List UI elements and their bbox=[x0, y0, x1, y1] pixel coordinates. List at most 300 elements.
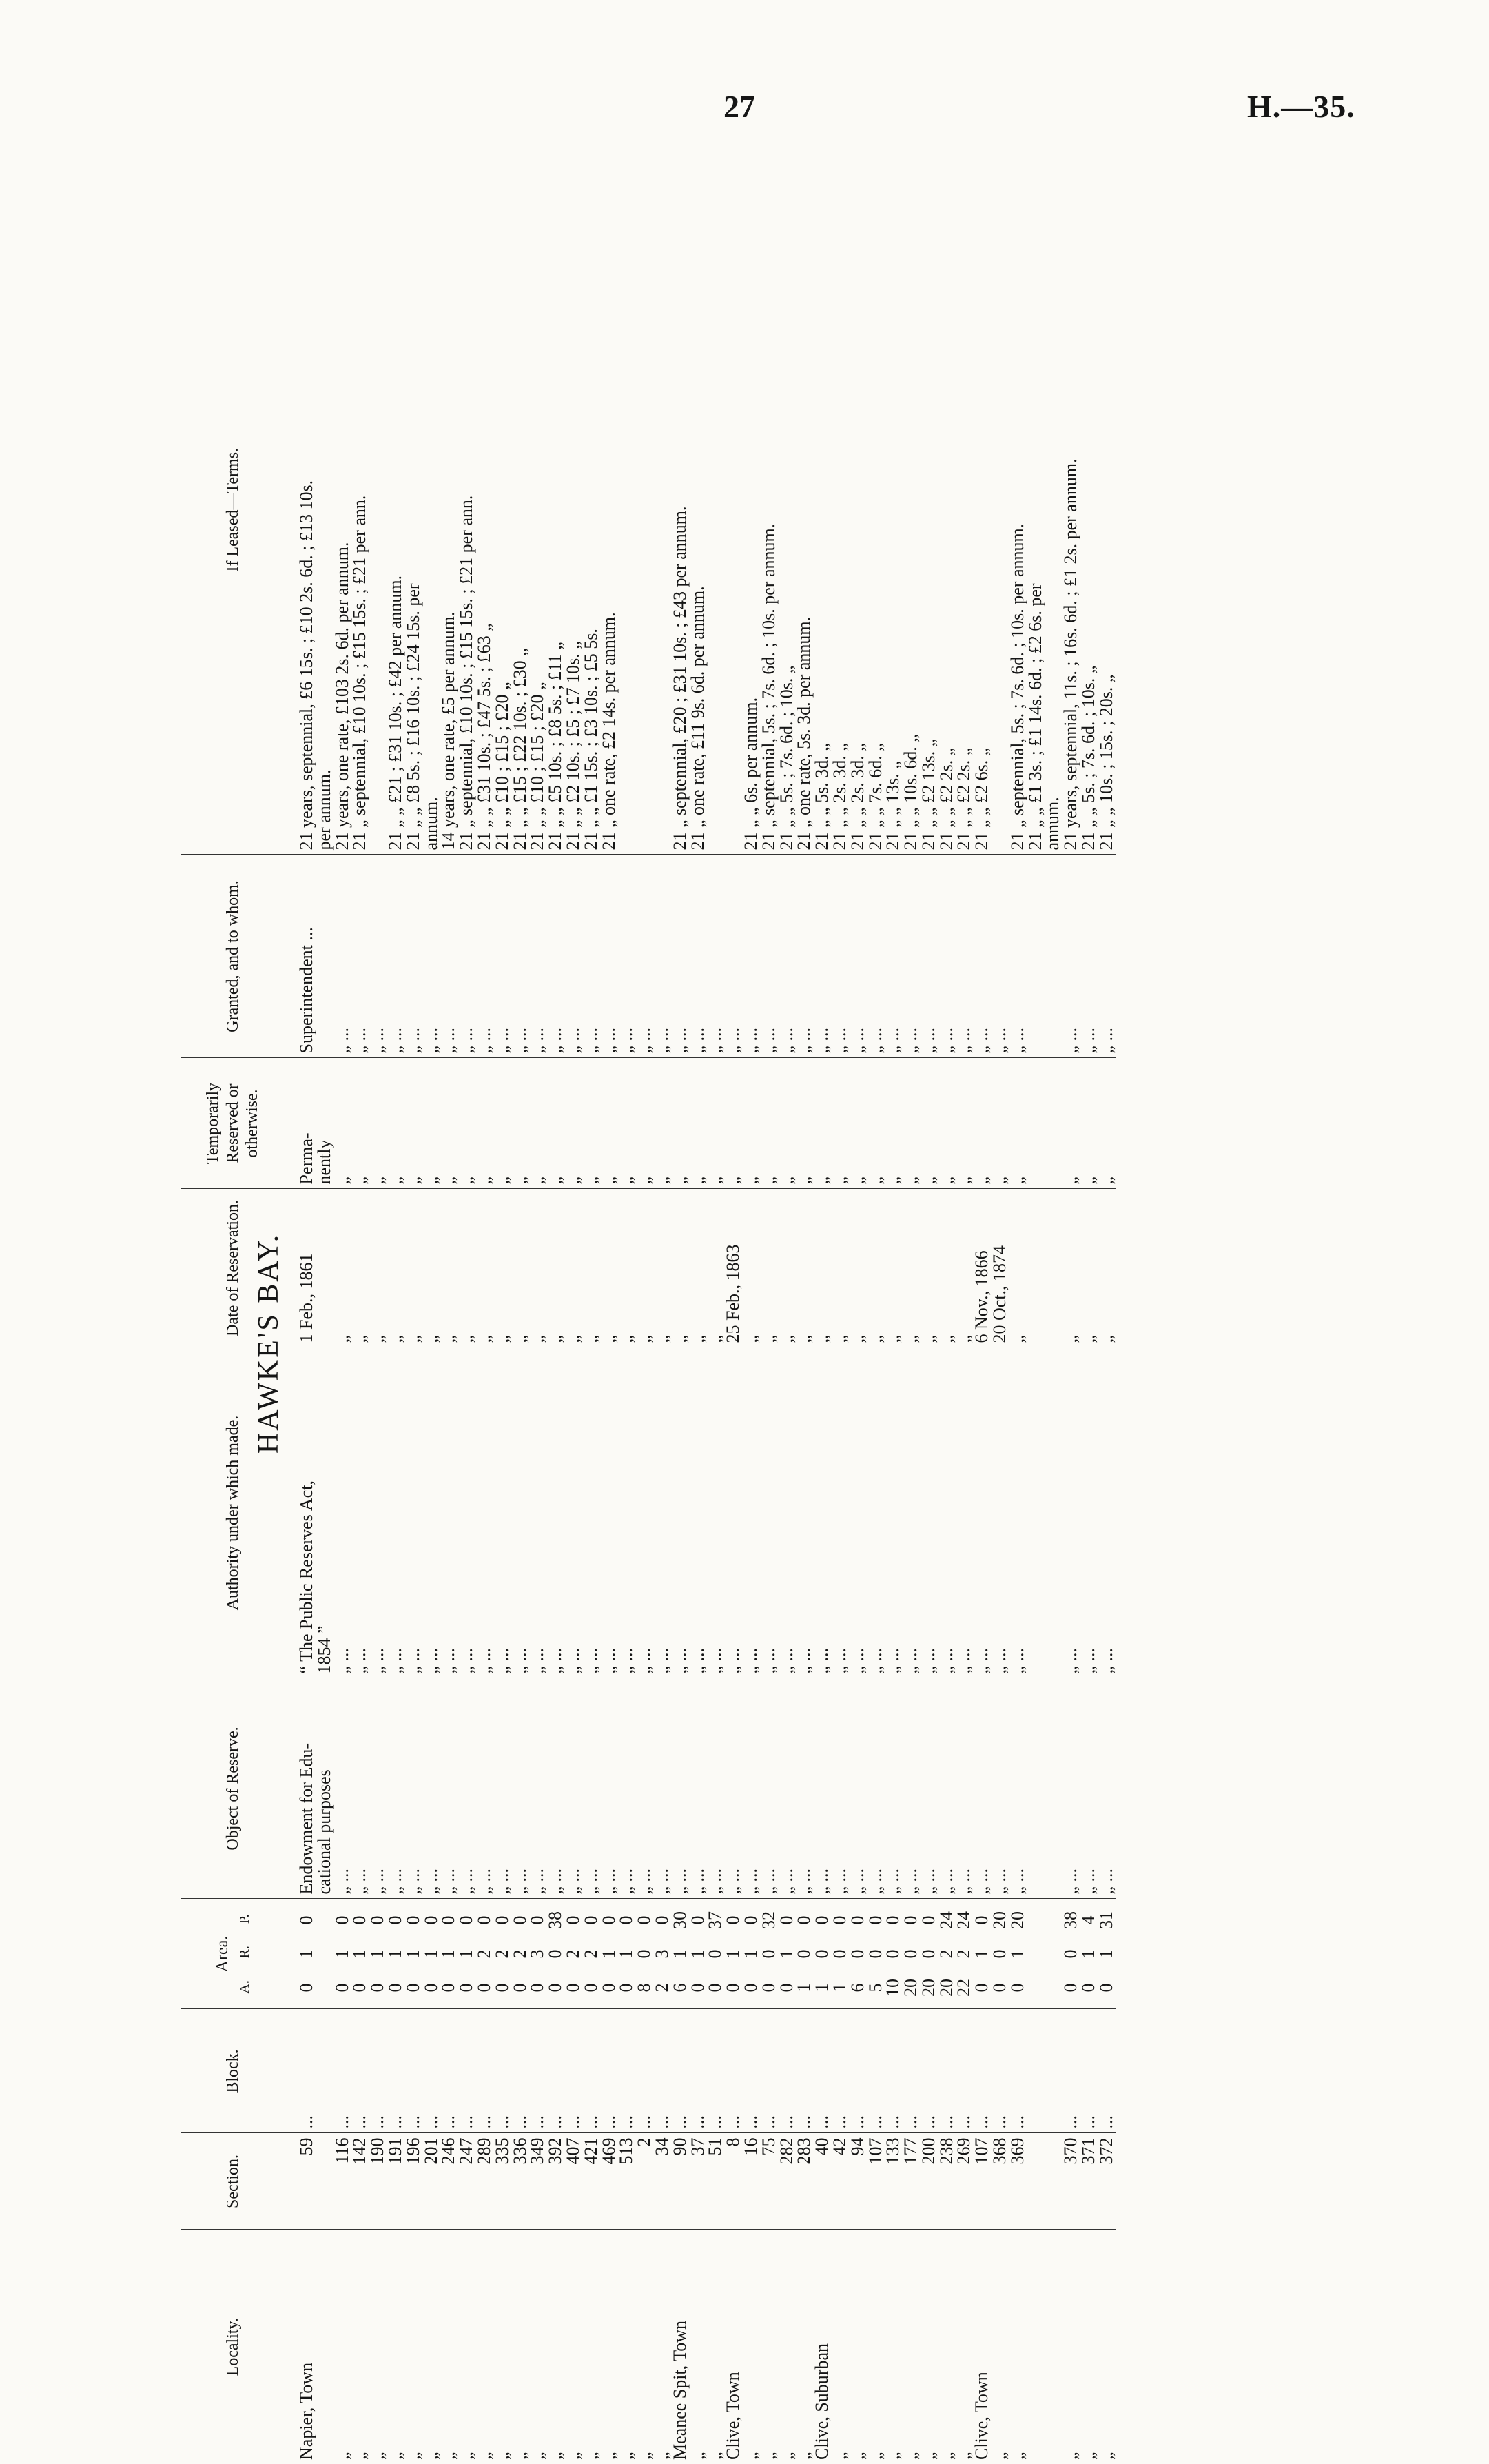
cell-date: „ bbox=[795, 1189, 813, 1347]
area-perches: 0 bbox=[473, 1915, 494, 1925]
cell-date: „ bbox=[546, 1189, 564, 1347]
cell-block: ... bbox=[706, 2009, 724, 2133]
cell-locality: „ bbox=[705, 2452, 726, 2460]
cell-locality: „ bbox=[456, 2452, 477, 2460]
cell-locality: „ bbox=[1078, 2452, 1099, 2460]
cell-authority bbox=[1027, 1347, 1045, 1678]
cell-area bbox=[458, 1899, 475, 2009]
cell-temporary: „ bbox=[1080, 1058, 1098, 1189]
area-roods: 1 bbox=[349, 1949, 370, 1959]
cell-authority: „ ... bbox=[813, 1347, 831, 1678]
area-roods: 1 bbox=[384, 1949, 405, 1959]
area-perches: 0 bbox=[509, 1915, 530, 1925]
cell-locality: „ bbox=[865, 2452, 885, 2460]
table-row bbox=[795, 165, 813, 2464]
cell-locality: „ bbox=[598, 2452, 619, 2460]
cell-object: „ ... bbox=[387, 1678, 404, 1899]
page-title: HAWKE'S BAY. bbox=[253, 1232, 285, 1454]
cell-locality: Clive, Town bbox=[972, 2372, 992, 2460]
cell-authority: „ ... bbox=[955, 1347, 973, 1678]
header-date: Date of Reservation. bbox=[181, 1189, 285, 1347]
cell-locality: „ bbox=[1007, 2452, 1027, 2460]
cell-locality: „ bbox=[438, 2452, 459, 2460]
cell-locality: „ bbox=[634, 2452, 655, 2460]
cell-block bbox=[1044, 2009, 1062, 2133]
cell-locality: „ bbox=[1098, 2230, 1116, 2464]
area-perches: 0 bbox=[829, 1915, 850, 1925]
cell-section: 196 bbox=[404, 2133, 422, 2230]
cell-area bbox=[902, 1899, 920, 2009]
area-acres: 0 bbox=[1060, 1983, 1081, 1993]
cell-date: 1 Feb., 1861 bbox=[298, 1189, 316, 1347]
cell-object: „ ... bbox=[528, 1678, 546, 1899]
cell-locality: „ bbox=[989, 2452, 1010, 2460]
cell-date: „ bbox=[938, 1189, 956, 1347]
cell-lease-terms: 21 „ „ £2 6s. „ bbox=[973, 165, 991, 855]
table-row bbox=[564, 165, 582, 2464]
cell-lease-terms: 21 „ „ £2 2s. „ bbox=[938, 165, 956, 855]
cell-granted: „ ... bbox=[1080, 855, 1098, 1058]
area-perches: 0 bbox=[456, 1915, 477, 1925]
table-row bbox=[813, 165, 831, 2464]
cell-temporary bbox=[1044, 1058, 1062, 1189]
area-acres: 0 bbox=[705, 1983, 726, 1993]
cell-temporary: „ bbox=[689, 1058, 707, 1189]
cell-lease-terms bbox=[653, 165, 671, 855]
table-row bbox=[1098, 165, 1116, 2464]
cell-section: 513 bbox=[617, 2133, 635, 2230]
cell-area bbox=[635, 1899, 653, 2009]
area-roods: 0 bbox=[901, 1949, 921, 1959]
cell-date: „ bbox=[600, 1189, 618, 1347]
cell-section: 2 bbox=[635, 2133, 653, 2230]
cell-date: „ bbox=[582, 1189, 600, 1347]
area-acres: 0 bbox=[456, 1983, 477, 1993]
cell-area bbox=[440, 1899, 458, 2009]
cell-date: „ bbox=[475, 1189, 493, 1347]
table-row bbox=[1027, 165, 1045, 2464]
cell-temporary: „ bbox=[493, 1058, 511, 1189]
area-roods: 2 bbox=[509, 1949, 530, 1959]
cell-date: „ bbox=[1098, 1189, 1116, 1347]
cell-section: 94 bbox=[849, 2133, 867, 2230]
area-acres: 0 bbox=[545, 1983, 566, 1993]
cell-lease-terms: 21 „ „ £1 3s. ; £1 14s. 6d. ; £2 6s. per bbox=[1027, 165, 1045, 855]
cell-temporary: „ bbox=[475, 1058, 493, 1189]
cell-locality: „ bbox=[491, 2452, 512, 2460]
cell-lease-terms: 21 „ „ £15 ; £22 10s. ; £30 „ bbox=[511, 165, 529, 855]
cell-object: „ ... bbox=[351, 1678, 369, 1899]
cell-granted: „ ... bbox=[1009, 855, 1027, 1058]
cell-object: „ ... bbox=[546, 1678, 564, 1899]
cell-date: „ bbox=[760, 1189, 778, 1347]
header-area-acres: A. bbox=[237, 1980, 253, 1994]
cell-date: „ bbox=[884, 1189, 902, 1347]
cell-temporary: „ bbox=[617, 1058, 635, 1189]
cell-block: ... bbox=[955, 2009, 973, 2133]
area-roods: 1 bbox=[1007, 1949, 1027, 1959]
cell-date: 25 Feb., 1863 bbox=[724, 1189, 742, 1347]
cell-object: „ ... bbox=[582, 1678, 600, 1899]
cell-object: „ ... bbox=[813, 1678, 831, 1899]
cell-temporary: „ bbox=[440, 1058, 458, 1189]
cell-granted: „ ... bbox=[369, 855, 387, 1058]
area-acres: 6 bbox=[847, 1983, 867, 1993]
cell-section: 238 bbox=[938, 2133, 956, 2230]
cell-lease-terms: 21 „ „ £2 10s. ; £5 ; £7 10s. „ bbox=[564, 165, 582, 855]
cell-object: „ ... bbox=[795, 1678, 813, 1899]
cell-temporary: „ bbox=[564, 1058, 582, 1189]
cell-area bbox=[849, 1899, 867, 2009]
area-roods: 3 bbox=[527, 1949, 548, 1959]
cell-locality: Clive, Town bbox=[723, 2372, 743, 2460]
cell-area bbox=[795, 1899, 813, 2009]
cell-section: 407 bbox=[564, 2133, 582, 2230]
cell-block bbox=[316, 2009, 333, 2133]
cell-area bbox=[422, 1899, 440, 2009]
cell-block: ... bbox=[1009, 2009, 1027, 2133]
cell-temporary: „ bbox=[511, 1058, 529, 1189]
area-perches: 38 bbox=[545, 1911, 566, 1929]
header-lease-terms: If Leased—Terms. bbox=[181, 165, 285, 855]
cell-lease-terms: 21 „ one rate, 5s. 3d. per annum. bbox=[795, 165, 813, 855]
cell-date: „ bbox=[440, 1189, 458, 1347]
table-row bbox=[671, 165, 689, 2464]
table-row bbox=[582, 165, 600, 2464]
area-acres: 0 bbox=[580, 1983, 601, 1993]
area-acres: 0 bbox=[723, 1983, 743, 1993]
cell-locality: „ bbox=[794, 2452, 814, 2460]
cell-temporary: „ bbox=[600, 1058, 618, 1189]
cell-authority: „ ... bbox=[706, 1347, 724, 1678]
cell-section: 349 bbox=[528, 2133, 546, 2230]
area-roods: 1 bbox=[776, 1949, 797, 1959]
cell-locality: „ bbox=[758, 2452, 779, 2460]
cell-lease-terms: 21 „ septennial, 5s. ; 7s. 6d. ; 10s. per annum. bbox=[760, 165, 778, 855]
cell-object: „ ... bbox=[475, 1678, 493, 1899]
area-acres: 0 bbox=[473, 1983, 494, 1993]
area-perches: 31 bbox=[1096, 1911, 1116, 1929]
cell-locality: „ bbox=[776, 2452, 797, 2460]
cell-granted bbox=[1027, 855, 1045, 1058]
area-roods: 1 bbox=[296, 1949, 316, 1959]
cell-block: ... bbox=[404, 2009, 422, 2133]
table-row bbox=[778, 165, 796, 2464]
cell-authority: „ ... bbox=[778, 1347, 796, 1678]
cell-section: 246 bbox=[440, 2133, 458, 2230]
area-roods: 1 bbox=[669, 1949, 690, 1959]
area-roods: 2 bbox=[936, 1949, 956, 1959]
cell-date: „ bbox=[671, 1189, 689, 1347]
cell-block: ... bbox=[760, 2009, 778, 2133]
cell-date: „ bbox=[955, 1189, 973, 1347]
cell-locality: „ bbox=[883, 2452, 903, 2460]
cell-date: „ bbox=[1080, 1189, 1098, 1347]
cell-object: „ ... bbox=[902, 1678, 920, 1899]
cell-lease-terms: 21 „ „ 5s. 3d. „ bbox=[813, 165, 831, 855]
table-row bbox=[902, 165, 920, 2464]
cell-authority: „ ... bbox=[493, 1347, 511, 1678]
area-acres: 0 bbox=[598, 1983, 619, 1993]
area-acres: 10 bbox=[883, 1979, 903, 1997]
area-perches: 37 bbox=[705, 1911, 726, 1929]
cell-granted: „ ... bbox=[440, 855, 458, 1058]
area-roods: 0 bbox=[918, 1949, 938, 1959]
table-row bbox=[884, 165, 902, 2464]
table-row bbox=[475, 165, 493, 2464]
area-perches: 30 bbox=[669, 1911, 690, 1929]
cell-area bbox=[546, 1899, 564, 2009]
cell-section: 37 bbox=[689, 2133, 707, 2230]
cell-lease-terms bbox=[617, 165, 635, 855]
header-block: Block. bbox=[181, 2009, 285, 2133]
cell-lease-terms bbox=[635, 165, 653, 855]
table-body bbox=[285, 165, 1116, 2464]
cell-block: ... bbox=[351, 2009, 369, 2133]
cell-authority: „ ... bbox=[671, 1347, 689, 1678]
cell-authority: „ ... bbox=[760, 1347, 778, 1678]
cell-lease-terms: 21 „ „ £2 13s. „ bbox=[920, 165, 938, 855]
cell-object: „ ... bbox=[404, 1678, 422, 1899]
area-acres: 22 bbox=[954, 1979, 974, 1997]
cell-block: ... bbox=[902, 2009, 920, 2133]
cell-section: 372 bbox=[1098, 2133, 1116, 2230]
cell-granted: „ ... bbox=[475, 855, 493, 1058]
cell-area bbox=[384, 1899, 405, 2009]
cell-section: 370 bbox=[1062, 2133, 1080, 2230]
cell-authority: „ ... bbox=[1098, 1347, 1116, 1678]
cell-granted: „ ... bbox=[795, 855, 813, 1058]
cell-temporary: „ bbox=[546, 1058, 564, 1189]
cell-block: ... bbox=[813, 2009, 831, 2133]
table-row bbox=[1009, 165, 1027, 2464]
area-perches: 38 bbox=[1060, 1911, 1081, 1929]
cell-authority: „ ... bbox=[617, 1347, 635, 1678]
cell-authority: „ ... bbox=[582, 1347, 600, 1678]
cell-block: ... bbox=[600, 2009, 618, 2133]
cell-authority: „ ... bbox=[475, 1347, 493, 1678]
cell-granted: „ ... bbox=[955, 855, 973, 1058]
cell-authority: „ ... bbox=[458, 1347, 475, 1678]
cell-temporary: „ bbox=[333, 1058, 351, 1189]
cell-area bbox=[778, 1899, 796, 2009]
cell-block: ... bbox=[440, 2009, 458, 2133]
area-acres: 0 bbox=[420, 1983, 441, 1993]
cell-date: „ bbox=[1009, 1189, 1027, 1347]
cell-area bbox=[706, 1899, 724, 2009]
cell-date: „ bbox=[902, 1189, 920, 1347]
area-acres: 20 bbox=[918, 1979, 938, 1997]
area-perches: 0 bbox=[527, 1915, 548, 1925]
cell-lease-terms: 21 „ „ £5 10s. ; £8 5s. ; £11 „ bbox=[546, 165, 564, 855]
area-roods: 2 bbox=[562, 1949, 583, 1959]
cell-area bbox=[298, 1899, 316, 2009]
cell-authority: „ ... bbox=[742, 1347, 760, 1678]
cell-granted: „ ... bbox=[778, 855, 796, 1058]
cell-date: „ bbox=[493, 1189, 511, 1347]
cell-temporary: „ bbox=[351, 1058, 369, 1189]
cell-lease-terms: 21 „ „ £2 2s. „ bbox=[955, 165, 973, 855]
cell-date bbox=[1027, 1189, 1045, 1347]
cell-granted: „ ... bbox=[867, 855, 885, 1058]
cell-authority: „ ... bbox=[849, 1347, 867, 1678]
cell-authority: „ ... bbox=[1009, 1347, 1027, 1678]
area-acres: 6 bbox=[669, 1983, 690, 1993]
cell-authority: „ ... bbox=[351, 1347, 369, 1678]
header-authority: Authority under which made. bbox=[181, 1347, 285, 1678]
cell-authority: 1854 ” bbox=[316, 1347, 333, 1678]
cell-lease-terms: 21 „ „ 5s. ; 7s. 6d. ; 10s. „ bbox=[1080, 165, 1098, 855]
cell-locality: „ bbox=[918, 2452, 938, 2460]
area-perches: 0 bbox=[865, 1915, 885, 1925]
cell-section: 40 bbox=[813, 2133, 831, 2230]
cell-block: ... bbox=[564, 2009, 582, 2133]
table-row bbox=[831, 165, 849, 2464]
area-perches: 0 bbox=[918, 1915, 938, 1925]
cell-authority: „ ... bbox=[938, 1347, 956, 1678]
cell-temporary: „ bbox=[422, 1058, 440, 1189]
cell-block bbox=[1027, 2009, 1045, 2133]
cell-granted: „ ... bbox=[920, 855, 938, 1058]
cell-lease-terms: 21 „ „ 2s. 3d. „ bbox=[849, 165, 867, 855]
cell-granted: „ ... bbox=[546, 855, 564, 1058]
area-acres: 0 bbox=[989, 1983, 1010, 1993]
area-roods: 1 bbox=[687, 1949, 708, 1959]
area-roods: 0 bbox=[545, 1949, 566, 1959]
cell-section: 289 bbox=[475, 2133, 493, 2230]
area-acres: 20 bbox=[901, 1979, 921, 1997]
cell-authority: „ ... bbox=[724, 1347, 742, 1678]
cell-area bbox=[938, 1899, 956, 2009]
cell-section: 51 bbox=[706, 2133, 724, 2230]
table-row bbox=[1044, 165, 1062, 2464]
cell-authority: „ ... bbox=[635, 1347, 653, 1678]
cell-date: „ bbox=[333, 1189, 351, 1347]
table-row bbox=[422, 165, 440, 2464]
cell-temporary: „ bbox=[582, 1058, 600, 1189]
cell-date: „ bbox=[867, 1189, 885, 1347]
area-roods: 1 bbox=[972, 1949, 992, 1959]
area-perches: 4 bbox=[1078, 1915, 1099, 1925]
table-row bbox=[724, 165, 742, 2464]
cell-block: ... bbox=[422, 2009, 440, 2133]
cell-temporary: „ bbox=[635, 1058, 653, 1189]
cell-block: ... bbox=[387, 2009, 404, 2133]
cell-temporary: „ bbox=[867, 1058, 885, 1189]
table-row bbox=[369, 165, 387, 2464]
cell-authority: „ ... bbox=[387, 1347, 404, 1678]
cell-area bbox=[564, 1899, 582, 2009]
cell-block: ... bbox=[742, 2009, 760, 2133]
cell-block: ... bbox=[582, 2009, 600, 2133]
cell-locality: „ bbox=[509, 2452, 530, 2460]
area-acres: 0 bbox=[562, 1983, 583, 1993]
cell-lease-terms: 21 „ „ £10 ; £15 ; £20 „ bbox=[493, 165, 511, 855]
cell-granted: „ ... bbox=[724, 855, 742, 1058]
cell-lease-terms: annum. bbox=[422, 165, 440, 855]
cell-authority: „ ... bbox=[422, 1347, 440, 1678]
cell-granted bbox=[1044, 855, 1062, 1058]
cell-area bbox=[973, 1899, 991, 2009]
cell-area bbox=[369, 1899, 387, 2009]
cell-lease-terms bbox=[369, 165, 387, 855]
cell-temporary: „ bbox=[938, 1058, 956, 1189]
cell-temporary: „ bbox=[884, 1058, 902, 1189]
cell-date: „ bbox=[458, 1189, 475, 1347]
area-perches: 0 bbox=[562, 1915, 583, 1925]
area-perches: 0 bbox=[723, 1915, 743, 1925]
cell-temporary: „ bbox=[760, 1058, 778, 1189]
cell-block: ... bbox=[867, 2009, 885, 2133]
cell-locality: „ bbox=[740, 2452, 761, 2460]
cell-date: „ bbox=[528, 1189, 546, 1347]
cell-object: „ ... bbox=[493, 1678, 511, 1899]
cell-temporary: „ bbox=[458, 1058, 475, 1189]
reserves-table-frame bbox=[181, 165, 1421, 2464]
area-acres: 0 bbox=[349, 1983, 370, 1993]
cell-temporary: „ bbox=[706, 1058, 724, 1189]
cell-lease-terms: per annum. bbox=[316, 165, 333, 855]
cell-section bbox=[316, 2133, 333, 2230]
cell-section: 283 bbox=[795, 2133, 813, 2230]
cell-temporary: „ bbox=[1009, 1058, 1027, 1189]
cell-lease-terms bbox=[706, 165, 724, 855]
cell-area bbox=[1009, 1899, 1027, 2009]
cell-object: „ ... bbox=[1062, 1678, 1080, 1899]
table-row bbox=[1062, 165, 1080, 2464]
area-perches: 0 bbox=[402, 1915, 423, 1925]
area-roods: 1 bbox=[402, 1949, 423, 1959]
cell-section: 335 bbox=[493, 2133, 511, 2230]
cell-object: „ ... bbox=[831, 1678, 849, 1899]
cell-area bbox=[742, 1899, 760, 2009]
cell-object: „ ... bbox=[671, 1678, 689, 1899]
area-acres: 0 bbox=[384, 1983, 405, 1993]
table-row bbox=[760, 165, 778, 2464]
area-perches: 0 bbox=[491, 1915, 512, 1925]
cell-section: 42 bbox=[831, 2133, 849, 2230]
cell-locality: „ bbox=[847, 2452, 867, 2460]
cell-granted: Superintendent ... bbox=[298, 855, 316, 1058]
area-acres: 1 bbox=[812, 1983, 832, 1993]
cell-date: „ bbox=[422, 1189, 440, 1347]
table-row bbox=[867, 165, 885, 2464]
cell-locality: „ bbox=[367, 2452, 388, 2460]
area-roods: 0 bbox=[705, 1949, 726, 1959]
cell-area bbox=[813, 1899, 831, 2009]
cell-area bbox=[493, 1899, 511, 2009]
cell-authority: „ ... bbox=[991, 1347, 1009, 1678]
table-row bbox=[920, 165, 938, 2464]
cell-authority: „ ... bbox=[689, 1347, 707, 1678]
area-roods: 2 bbox=[473, 1949, 494, 1959]
cell-lease-terms: 21 „ „ £1 15s. ; £3 10s. ; £5 5s. bbox=[582, 165, 600, 855]
cell-temporary: „ bbox=[387, 1058, 404, 1189]
table-row bbox=[387, 165, 404, 2464]
cell-lease-terms: 21 „ „ 7s. 6d. „ bbox=[867, 165, 885, 855]
cell-date: „ bbox=[404, 1189, 422, 1347]
area-acres: 1 bbox=[829, 1983, 850, 1993]
cell-section: 16 bbox=[742, 2133, 760, 2230]
cell-block: ... bbox=[333, 2009, 351, 2133]
cell-locality: „ bbox=[936, 2452, 956, 2460]
cell-block: ... bbox=[546, 2009, 564, 2133]
cell-area bbox=[831, 1899, 849, 2009]
cell-section: 8 bbox=[724, 2133, 742, 2230]
cell-section bbox=[1027, 2133, 1045, 2230]
cell-granted: „ ... bbox=[884, 855, 902, 1058]
cell-date bbox=[316, 1189, 333, 1347]
